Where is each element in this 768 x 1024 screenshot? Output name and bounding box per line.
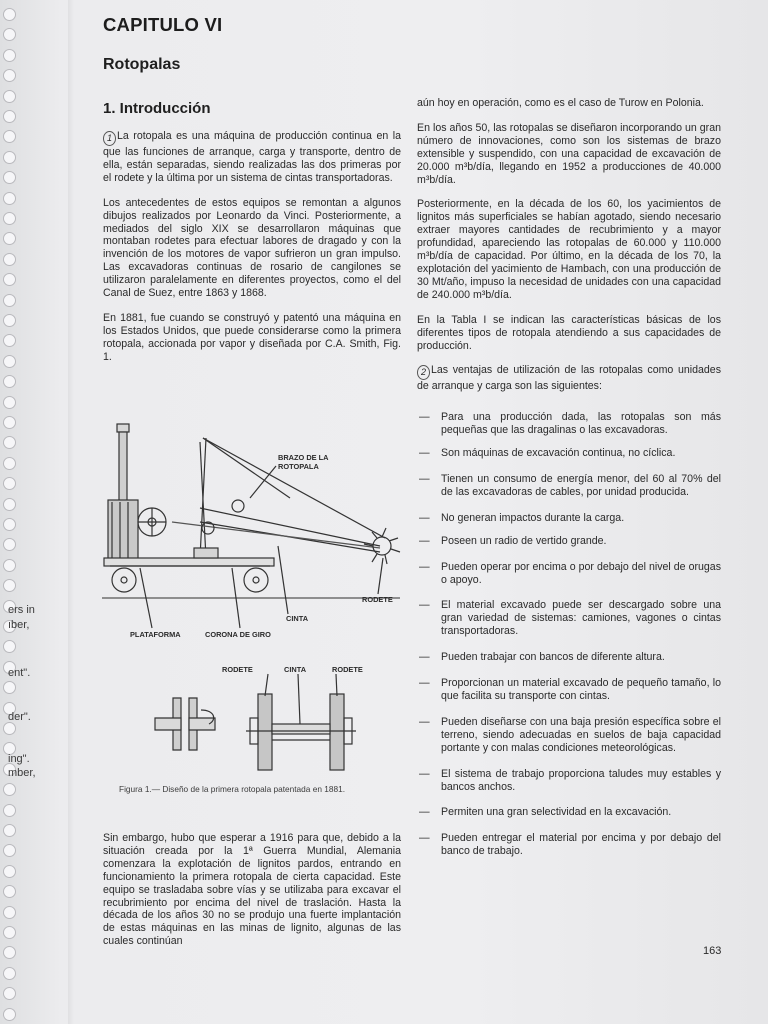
advantage-text: Pueden diseñarse con una baja presión específica sobre el terreno, siendo adecuadas en suelos de baja capacidad portante y con malas condiciones meteorológicas. <box>441 715 721 754</box>
advantage-item <box>417 651 721 664</box>
label-corona: CORONA DE GIRO <box>205 630 271 639</box>
binding-hole <box>3 151 16 164</box>
dash-bullet: — <box>419 767 430 780</box>
binding-hole <box>3 334 16 347</box>
advantage-item <box>417 806 721 819</box>
binding-hole <box>3 69 16 82</box>
figure-1 <box>100 418 410 788</box>
binding-hole <box>3 844 16 857</box>
right-column <box>417 97 721 871</box>
page-fold-shadow <box>68 0 74 1024</box>
binding-hole <box>3 498 16 511</box>
dash-bullet: — <box>419 715 430 728</box>
binding-hole <box>3 212 16 225</box>
binding-hole <box>3 314 16 327</box>
advantage-item <box>417 512 721 525</box>
advantage-item <box>417 832 721 858</box>
annotation-circle-mark: 2 <box>417 365 430 380</box>
binding-hole <box>3 1008 16 1021</box>
advantage-item <box>417 599 721 638</box>
binding-hole <box>3 946 16 959</box>
binding-hole <box>3 865 16 878</box>
advantage-item <box>417 447 721 460</box>
binding-hole <box>3 457 16 470</box>
paragraph: Los antecedentes de estos equipos se remontan a algunos dibujos realizados por Leonardo da Vinci. Posteriormente, a mediados del siglo XIX se desarrollaron máquinas que montaban rodetes para efectuar labores de dragado y con la invención de los motores de vapor sufrieron un gran impulso. Las excavadoras continuas de rosario de cangilones se utilizaron paralelamente en diferentes proyectos, como el del Canal de Suez, entre 1863 y 1868. <box>103 196 401 300</box>
label-brazo-2: ROTOPALA <box>278 462 319 471</box>
advantage-item <box>417 561 721 587</box>
binding-hole <box>3 885 16 898</box>
binding-hole <box>3 640 16 653</box>
paragraph: En los años 50, las rotopalas se diseñaron incorporando un gran número de innovaciones, como son los sistemas de brazo extensible y suspendido, con una capacidad de excavación de 20.000 m³b/día, llegando en 1952 a producciones de 40.000 m³b/día. <box>417 121 721 186</box>
dash-bullet: — <box>419 411 430 424</box>
left-column-bottom <box>103 832 401 960</box>
binding-hole <box>3 967 16 980</box>
binding-hole <box>3 824 16 837</box>
advantage-text: Poseen un radio de vertido grande. <box>441 534 607 547</box>
binding-hole <box>3 579 16 592</box>
binding-hole <box>3 171 16 184</box>
label-brazo: BRAZO DE LA <box>278 453 329 462</box>
advantage-text: Para una producción dada, las rotopalas son más pequeñas que las dragalinas o las excavadoras. <box>441 411 721 437</box>
dash-bullet: — <box>419 560 430 573</box>
advantage-text: El sistema de trabajo proporciona taludes muy estables y bancos anchos. <box>441 767 721 793</box>
section-heading: 1. Introducción <box>103 100 211 117</box>
binding-hole <box>3 804 16 817</box>
binding-hole <box>3 681 16 694</box>
label-plataforma: PLATAFORMA <box>130 630 181 639</box>
binding-hole <box>3 436 16 449</box>
label-cinta-mid: CINTA <box>284 665 307 674</box>
dash-bullet: — <box>419 534 430 547</box>
advantage-item <box>417 535 721 548</box>
dash-bullet: — <box>419 511 430 524</box>
paragraph: En la Tabla I se indican las características básicas de los diferentes tipos de rotopala atendiendo a sus capacidades de producción. <box>417 313 721 352</box>
binding-hole <box>3 130 16 143</box>
paragraph: aún hoy en operación, como es el caso de Turow en Polonia. <box>417 97 704 109</box>
paragraph: 2 Las ventajas de utilización de las rotopalas como unidades de arranque y carga son las siguientes: <box>417 364 721 393</box>
margin-note: mber, <box>8 767 36 779</box>
binding-hole <box>3 926 16 939</box>
margin-note: ers in <box>8 604 35 616</box>
binding-hole <box>3 192 16 205</box>
binding-hole <box>3 518 16 531</box>
advantage-text: Pueden entregar el material por encima y por debajo del banco de trabajo. <box>441 832 721 858</box>
label-cinta: CINTA <box>286 614 309 623</box>
left-column <box>103 130 401 376</box>
binding-hole <box>3 28 16 41</box>
dash-bullet: — <box>419 473 430 486</box>
margin-note: der". <box>8 711 31 723</box>
binding-hole <box>3 232 16 245</box>
advantage-text: Tienen un consumo de energía menor, del 60 al 70% del de las excavadoras de cables, por unidad producida. <box>441 473 721 498</box>
binding-hole <box>3 49 16 62</box>
label-rodete-left: RODETE <box>222 665 253 674</box>
spiral-binding <box>0 0 20 1024</box>
binding-hole <box>3 906 16 919</box>
annotation-circle-mark: 1 <box>103 131 116 146</box>
advantage-text: Permiten una gran selectividad en la excavación. <box>441 806 672 819</box>
binding-hole <box>3 477 16 490</box>
dash-bullet: — <box>419 806 430 819</box>
page-number: 163 <box>703 945 722 957</box>
binding-hole <box>3 559 16 572</box>
binding-hole <box>3 8 16 21</box>
binding-hole <box>3 294 16 307</box>
dash-bullet: — <box>419 599 430 612</box>
binding-hole <box>3 375 16 388</box>
binding-hole <box>3 110 16 123</box>
margin-note: ent". <box>8 667 31 679</box>
dash-bullet: — <box>419 447 430 460</box>
binding-hole <box>3 273 16 286</box>
advantage-item <box>417 716 721 755</box>
label-rodete-right: RODETE <box>332 665 363 674</box>
chapter-title: CAPITULO VI <box>103 14 223 35</box>
paragraph: Posteriormente, en la década de los 60, los yacimientos de lignitos más superficiales se habían agotado, siendo necesario extraer mayores cantidades de recubrimiento y a mayor profundidad, apareciendo las rotopalas de 60.000 y 110.000 m³b/día de capacidad. Por último, en la década de los 70, la explotación del yacimiento de Hambach, con una producción de 30 Mt/año, impuso la necesidad de unidades con una capacidad de 240.000 m³b/día. <box>417 198 721 301</box>
binding-hole <box>3 355 16 368</box>
margin-note: ing". <box>8 753 30 765</box>
binding-hole <box>3 783 16 796</box>
margin-note: ıber, <box>8 619 30 631</box>
binding-hole <box>3 538 16 551</box>
advantage-item <box>417 411 721 437</box>
dash-bullet: — <box>419 832 430 845</box>
paragraph: En 1881, fue cuando se construyó y patentó una máquina en los Estados Unidos, que puede considerarse como la primera rotopala, accionada por vapor y diseñada por C.A. Smith, Fig. 1. <box>103 311 401 363</box>
advantage-text: No generan impactos durante la carga. <box>441 511 625 524</box>
advantage-item <box>417 677 721 703</box>
advantage-item <box>417 768 721 794</box>
paragraph: 1 La rotopala es una máquina de producción continua en la que las funciones de arranque, carga y transporte, dentro de ella, están separadas, siendo realizadas las dos primeras por el rodete y la última por un sistema de cintas transportadoras. <box>103 130 401 184</box>
chapter-subtitle: Rotopalas <box>103 56 181 73</box>
label-rodete: RODETE <box>362 595 393 604</box>
binding-hole <box>3 396 16 409</box>
binding-hole <box>3 253 16 266</box>
figure-caption: Figura 1.— Diseño de la primera rotopala patentada en 1881. <box>119 784 346 794</box>
advantages-list <box>417 411 721 858</box>
dash-bullet: — <box>419 677 430 690</box>
advantage-text: Pueden trabajar con bancos de diferente altura. <box>441 651 665 664</box>
advantage-text: Proporcionan un material excavado de pequeño tamaño, lo que facilita su transporte con cintas. <box>441 677 721 702</box>
advantage-text: El material excavado puede ser descargado sobre una gran variedad de sistemas: camiones, vagones o cintas transportadoras. <box>441 599 721 638</box>
binding-hole <box>3 416 16 429</box>
rotopala-diagram <box>100 418 410 788</box>
dash-bullet: — <box>419 651 430 664</box>
advantage-text: Son máquinas de excavación continua, no cíclica. <box>441 447 676 460</box>
binding-hole <box>3 987 16 1000</box>
advantage-text: Pueden operar por encima o por debajo del nivel de orugas o apoyo. <box>441 560 721 586</box>
advantage-item <box>417 473 721 499</box>
paragraph: Sin embargo, hubo que esperar a 1916 para que, debido a la situación creada por la 1ª Guerra Mundial, Alemania comenzara la explotación de lignitos pardos, entrando en funcionamiento la primera rotopala de cierta capacidad. Este equipo se trasladaba sobre vías y se utilizaba para excavar el recubrimiento por encima del nivel de traslación. Hasta la década de los años 30 no se produjo una fuerte implantación de estas máquinas en las minas de lignito, algunas de las cuales continúan <box>103 832 401 948</box>
binding-hole <box>3 90 16 103</box>
